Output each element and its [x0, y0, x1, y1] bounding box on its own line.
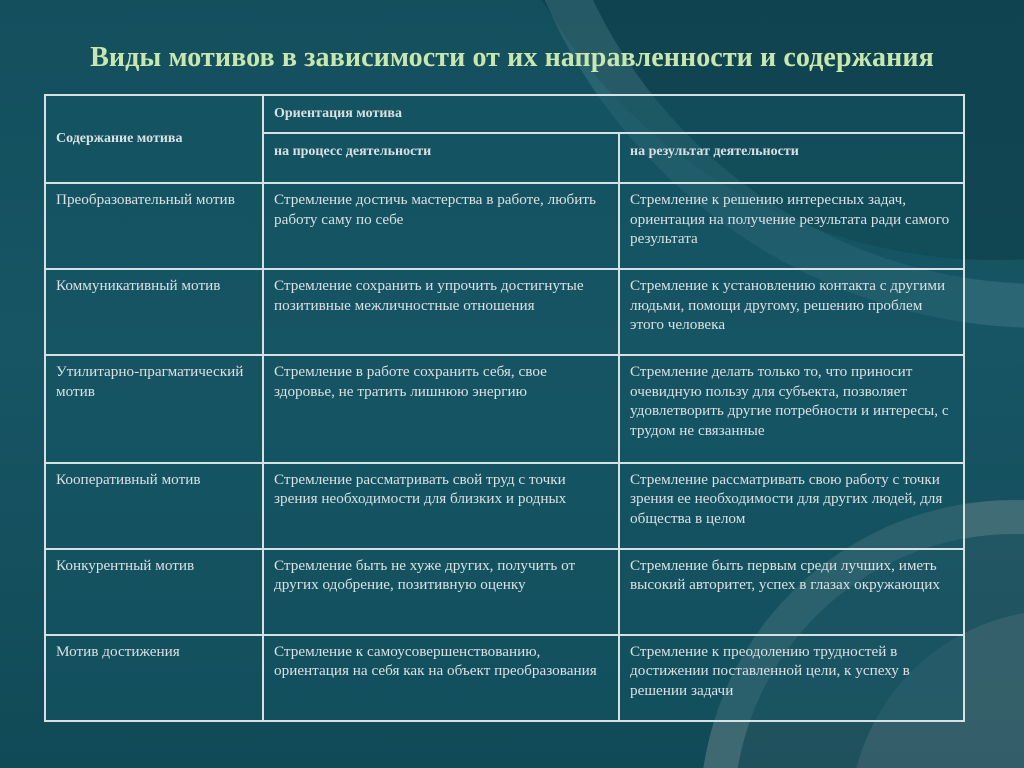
cell-result: Стремление делать только то, что приносит очевидную пользу для субъекта, позволяет удовлетворить другие потребности и интересы, с трудом не связанные [619, 355, 964, 462]
table-row [45, 549, 964, 635]
table-row [45, 355, 964, 462]
cell-motive: Мотив достижения [45, 635, 263, 721]
header-orientation: Ориентация мотива [263, 95, 964, 133]
cell-result: Стремление рассматривать свою работу с точки зрения ее необходимости для других людей, для общества в целом [619, 463, 964, 549]
cell-result: Стремление к преодолению трудностей в достижении поставленной цели, к успеху в решении задачи [619, 635, 964, 721]
header-content-motive: Содержание мотива [45, 95, 263, 183]
cell-motive: Преобразовательный мотив [45, 183, 263, 269]
table-body [45, 183, 964, 721]
cell-motive: Утилитарно-прагматический мотив [45, 355, 263, 462]
cell-result: Стремление быть первым среди лучших, иметь высокий авторитет, успех в глазах окружающих [619, 549, 964, 635]
cell-motive: Кооперативный мотив [45, 463, 263, 549]
cell-process: Стремление быть не хуже других, получить от других одобрение, позитивную оценку [263, 549, 619, 635]
table-row [45, 269, 964, 355]
motives-table-container [44, 94, 963, 722]
header-row-1 [45, 95, 964, 133]
cell-motive: Коммуникативный мотив [45, 269, 263, 355]
header-process: на процесс деятельности [263, 133, 619, 183]
slide-title: Виды мотивов в зависимости от их направленности и содержания [90, 42, 934, 73]
table-row [45, 183, 964, 269]
table-row [45, 463, 964, 549]
cell-result: Стремление к установлению контакта с другими людьми, помощи другому, решению проблем этого человека [619, 269, 964, 355]
table-row [45, 635, 964, 721]
cell-process: Стремление рассматривать свой труд с точки зрения необходимости для близких и родных [263, 463, 619, 549]
motives-table [44, 94, 965, 722]
header-result: на результат деятельности [619, 133, 964, 183]
cell-process: Стремление достичь мастерства в работе, любить работу саму по себе [263, 183, 619, 269]
table-header [45, 95, 964, 183]
cell-motive: Конкурентный мотив [45, 549, 263, 635]
cell-result: Стремление к решению интересных задач, ориентация на получение результата ради самого результата [619, 183, 964, 269]
cell-process: Стремление в работе сохранить себя, свое здоровье, не тратить лишнюю энергию [263, 355, 619, 462]
cell-process: Стремление к самоусовершенствованию, ориентация на себя как на объект преобразования [263, 635, 619, 721]
cell-process: Стремление сохранить и упрочить достигнутые позитивные межличностные отношения [263, 269, 619, 355]
